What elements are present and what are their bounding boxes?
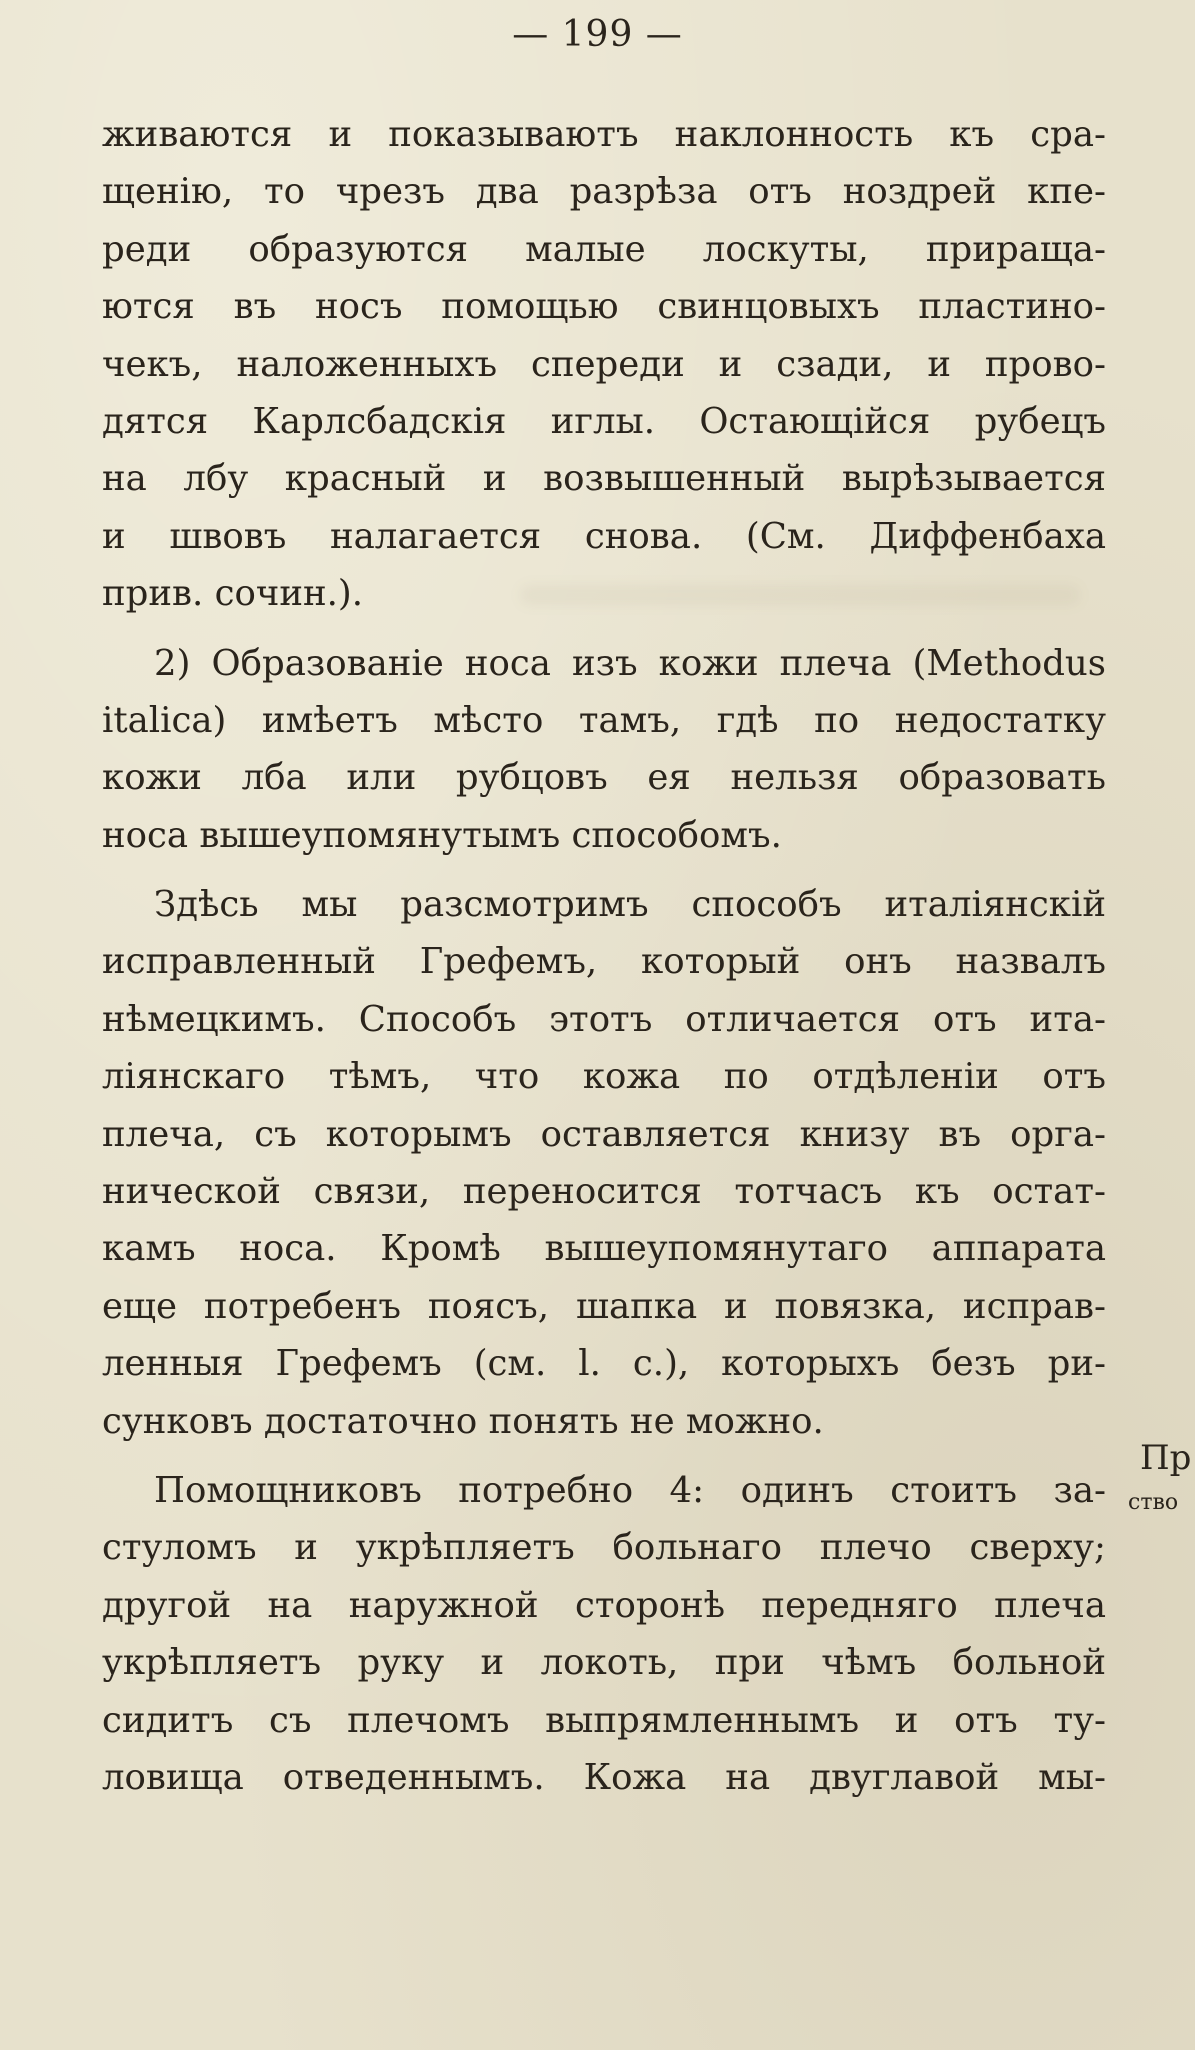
text-line: реди образуются малые лоскуты, приращa- <box>102 228 1106 270</box>
text-line: Здѣсь мы разсмотримъ способъ италіянскій <box>154 884 1106 926</box>
text-line: и швовъ налагается снова. (См. Диффенбаха <box>102 515 1106 557</box>
text-line: стуломъ и укрѣпляетъ больнаго плечо сверху; <box>102 1527 1106 1569</box>
text-line: нической связи, переносится тотчасъ къ остат- <box>102 1171 1106 1213</box>
text-line: прив. сочин.). <box>102 573 364 615</box>
text-line: ловища отведеннымъ. Кожа на двуглавой мы- <box>102 1756 1106 1798</box>
margin-note-top: Пр <box>1140 1438 1192 1478</box>
text-line: носа вышеупомянутымъ способомъ. <box>102 814 782 856</box>
text-line: сунковъ достаточно понять не можно. <box>102 1400 824 1442</box>
text-line: укрѣпляетъ руку и локоть, при чѣмъ больной <box>102 1642 1106 1684</box>
text-line: плеча, съ которымъ оставляется книзу въ орга- <box>102 1113 1106 1155</box>
text-line: исправленный Грефемъ, который онъ назвалъ <box>102 941 1106 983</box>
text-line: дятся Карлсбадскія иглы. Остающійся рубецъ <box>102 400 1106 442</box>
text-line: сидитъ съ плечомъ выпрямленнымъ и отъ ту- <box>102 1699 1106 1741</box>
text-line: на лбу красный и возвышенный вырѣзывается <box>102 458 1106 500</box>
text-line: нѣмецкимъ. Способъ этотъ отличается отъ ита- <box>102 998 1106 1040</box>
text-line: italica) имѣетъ мѣсто тамъ, гдѣ по недостатку <box>102 699 1106 741</box>
text-line: еще потребенъ поясъ, шапка и повязка, исправ- <box>102 1285 1106 1327</box>
text-line: Помощниковъ потребно 4: одинъ стоитъ за- <box>154 1469 1106 1511</box>
text-line: ліянскаго тѣмъ, что кожа по отдѣленіи отъ <box>102 1056 1106 1098</box>
page-number: — 199 — <box>512 14 683 55</box>
text-line: другой на наружной сторонѣ передняго плеча <box>102 1584 1106 1626</box>
body-text <box>102 106 1106 1806</box>
text-line: 2) Образованіе носа изъ кожи плеча (Methodus <box>154 642 1106 684</box>
margin-note-bottom: ство <box>1128 1490 1179 1515</box>
text-line: ются въ носъ помощью свинцовыхъ пластино- <box>102 286 1106 328</box>
text-line: щенію, то чрезъ два разрѣза отъ ноздрей кпе- <box>102 171 1106 213</box>
text-line: кожи лба или рубцовъ ея нельзя образовать <box>102 757 1106 799</box>
text-line: ленныя Грефемъ (см. l. с.), которыхъ безъ ри- <box>102 1343 1106 1385</box>
text-line: чекъ, наложенныхъ спереди и сзади, и прово- <box>102 343 1106 385</box>
text-line: живаются и показываютъ наклонность къ сра- <box>102 114 1106 155</box>
text-line: камъ носа. Кромѣ вышеупомянутаго аппарата <box>102 1228 1106 1270</box>
